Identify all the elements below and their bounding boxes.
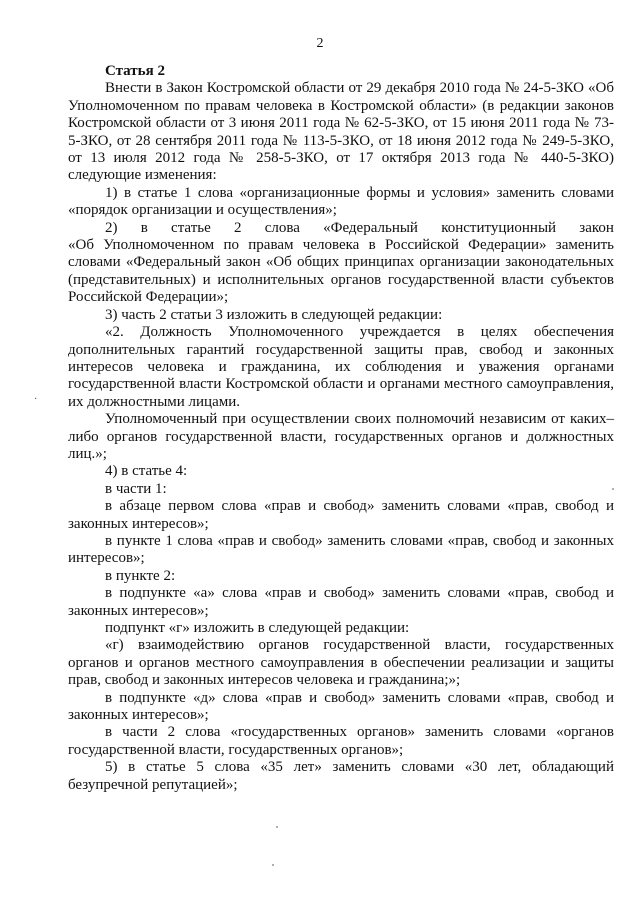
item-5: 5) в статье 5 слова «35 лет» заменить словами «30 лет, обладающий безупречной репутацией»; [68,759,614,793]
scan-speck [276,826,278,828]
item-4-paragraph: «г) взаимодействию органов государственной власти, государственных органов и органов местного самоуправления в обеспечении реализации и защиты прав, свобод и законных интересов человека и гражданина;»; [68,637,614,689]
item-4-paragraph: в пункте 1 слова «прав и свобод» заменить словами «прав, свобод и законных интересов»; [68,532,614,567]
item-3: 3) часть 2 статьи 3 изложить в следующей редакции: [105,306,443,323]
item-2-first-line [68,220,614,237]
scan-speck [612,488,614,490]
item-4-paragraph: в абзаце первом слова «прав и свобод» заменить словами «прав, свобод и законных интересов»; [68,498,614,532]
item-2-word: в [140,219,148,236]
document-body [68,63,614,794]
item-2-word: 2) [105,219,118,236]
item-3-quote-2: Уполномоченный при осуществлении своих полномочий независим от каких–либо органов государственной власти, государственных органов и должностных лиц.»; [68,411,614,462]
intro-paragraph: Внести в Закон Костромской области от 29 декабря 2010 года № 24-5-ЗКО «Об Уполномоченном по правам человека в Костромской области» (в редакции законов Костромской области от 3 июня 2011 года № 62-5-ЗКО, от 15 июня 2011 года № 73-5-ЗКО, от 28 сентября 2011 года № 113-5-ЗКО, от 18 июня 2012 года № 249-5-ЗКО, от 13 июля 2012 года № 258-5-ЗКО, от 17 октября 2013 года № 440-5-ЗКО) следующие изменения: [68,80,614,184]
item-4: 4) в статье 4: [105,463,188,480]
item-2-word: слова [264,219,300,236]
item-4-paragraph: подпункт «г» изложить в следующей редакции: [105,620,410,636]
article-title: Статья 2 [105,63,165,79]
scan-speck [272,864,274,866]
item-2-word: 2 [233,219,242,236]
item-2-rest: «Об Уполномоченном по правам человека в Российской Федерации» заменить словами «Федеральный закон «Об общих принципах организации законодательных (представительных) и исполнительных органов государственной власти субъектов Российской Федерации»; [68,237,614,306]
item-4-paragraph: в части 2 слова «государственных органов» заменить словами «органов государственной власти, государственных органов»; [68,724,614,758]
page-number: 2 [316,36,324,51]
item-4-part-1: в части 1: [105,480,167,497]
item-3-quote-1: «2. Должность Уполномоченного учреждается в целях обеспечения дополнительных гарантий государственной защиты прав, свобод и законных интересов человека и гражданина, их соблюдения и уважения органами государственной власти Костромской области и органами местного самоуправления, их должностными лицами. [68,324,614,410]
item-2-word: статье [171,219,211,236]
item-2-word: «Федеральный [323,219,418,236]
item-2-word: закон [579,219,614,236]
item-4-paragraph: в подпункте «а» слова «прав и свобод» заменить словами «прав, свобод и законных интересов»; [68,585,614,619]
margin-mark: · [34,394,38,405]
item-2-word: конституционный [441,219,557,236]
item-4-paragraph: в пункте 2: [105,567,176,584]
item-1: 1) в статье 1 слова «организационные формы и условия» заменить словами «порядок организации и осуществления»; [68,184,614,219]
item-4-paragraph: в подпункте «д» слова «прав и свобод» заменить словами «прав, свобод и законных интересов»; [68,689,614,724]
